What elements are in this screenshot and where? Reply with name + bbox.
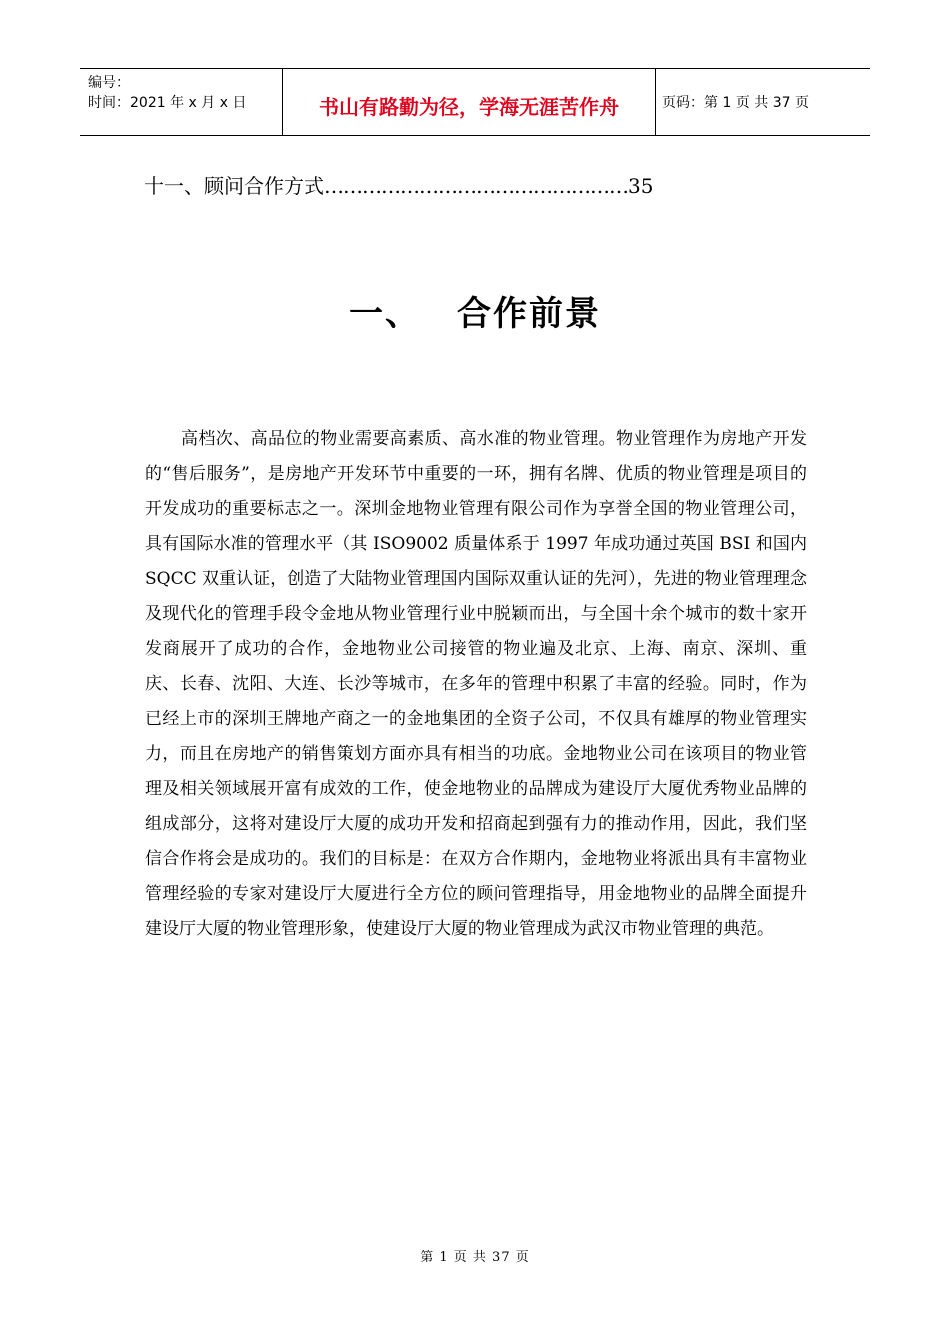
page-footer: [0, 1246, 950, 1265]
header-motto-text: 书山有路勤为径，学海无涯苦作舟: [319, 94, 619, 119]
header-page-label: 页码：第 1 页 共 37 页: [662, 95, 809, 111]
toc-entry: [144, 172, 794, 200]
header-number-label: 编号：: [88, 75, 130, 91]
document-header: [80, 68, 870, 136]
header-meta: [80, 69, 282, 135]
section-number: 一、: [349, 294, 421, 334]
header-motto: [282, 69, 656, 135]
footer-page-text: 第 1 页 共 37 页: [420, 1250, 530, 1265]
body-paragraph: 高档次、高品位的物业需要高素质、高水准的物业管理。物业管理作为房地产开发的“售后服务”，是房地产开发环节中重要的一环，拥有名牌、优质的物业管理是项目的开发成功的重要标志之一。深圳金地物业管理有限公司作为享誉全国的物业管理公司，具有国际水准的管理水平（其 ISO9002 质量体系于 1997 年成功通过英国 BSI 和国内 SQCC 双重认证，创造了大陆物业管理国内国际双重认证的先河），先进的物业管理理念及现代化的管理手段令金地从物业管理行业中脱颖而出，与全国十余个城市的数十家开发商展开了成功的合作，金地物业公司接管的物业遍及北京、上海、南京、深圳、重庆、长春、沈阳、大连、长沙等城市，在多年的管理中积累了丰富的经验。同时，作为已经上市的深圳王牌地产商之一的金地集团的全资子公司，不仅具有雄厚的物业管理实力，而且在房地产的销售策划方面亦具有相当的功底。金地物业公司在该项目的物业管理及相关领域展开富有成效的工作，使金地物业的品牌成为建设厅大厦优秀物业品牌的组成部分，这将对建设厅大厦的成功开发和招商起到强有力的推动作用，因此，我们坚信合作将会是成功的。我们的目标是：在双方合作期内，金地物业将派出具有丰富物业管理经验的专家对建设厅大厦进行全方位的顾问管理指导，用金地物业的品牌全面提升建设厅大厦的物业管理形象，使建设厅大厦的物业管理成为武汉市物业管理的典范。: [145, 429, 807, 939]
toc-entry-page: 35: [628, 174, 654, 198]
section-title-text: 合作前景: [457, 294, 601, 334]
header-time-label: 时间：2021 年 x 月 x 日: [88, 95, 247, 111]
section-heading: [0, 286, 950, 335]
header-page-info: [656, 69, 870, 135]
toc-entry-leader: …………………………………………: [324, 174, 628, 198]
toc-entry-title: 十一、顾问合作方式: [144, 174, 324, 198]
